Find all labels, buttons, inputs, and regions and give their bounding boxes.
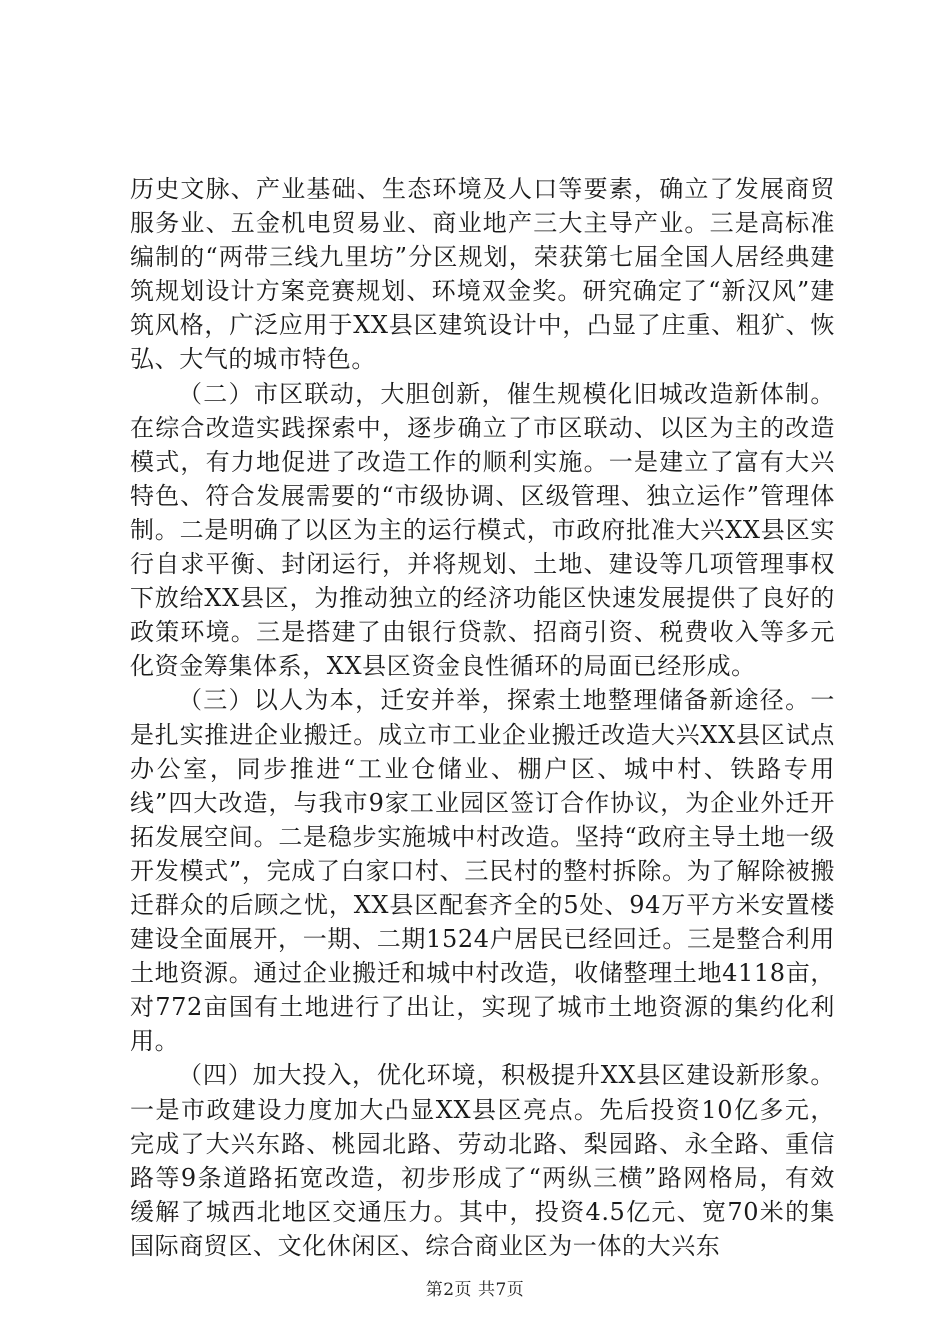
page-number: 第2页 共7页 bbox=[425, 1280, 525, 1300]
paragraph-4: （四）加大投入，优化环境，积极提升XX县区建设新形象。一是市政建设力度加大凸显XX县区亮点。先后投资10亿多元，完成了大兴东路、桃园北路、劳动北路、梨园路、永全路、重信路等9条道路拓宽改造，初步形成了“两纵三横”路网格局，有效缓解了城西北地区交通压力。其中，投资4.5亿元、宽70米的集国际商贸区、文化休闲区、综合商业区为一体的大兴东 bbox=[130, 1061, 835, 1260]
paragraph-3: （三）以人为本，迁安并举，探索土地整理储备新途径。一是扎实推进企业搬迁。成立市工业企业搬迁改造大兴XX县区试点办公室，同步推进“工业仓储业、棚户区、城中村、铁路专用线”四大改造，与我市9家工业园区签订合作协议，为企业外迁开拓发展空间。二是稳步实施城中村改造。坚持“政府主导土地一级开发模式”，完成了白家口村、三民村的整村拆除。为了解除被搬迁群众的后顾之忧，XX县区配套齐全的5处、94万平方米安置楼建设全面展开，一期、二期1524户居民已经回迁。三是整合利用土地资源。通过企业搬迁和城中村改造，收储整理土地4118亩，对772亩国有土地进行了出让，实现了城市土地资源的集约化利用。 bbox=[130, 686, 835, 1056]
body-text bbox=[130, 172, 835, 1263]
paragraph-2: （二）市区联动，大胆创新，催生规模化旧城改造新体制。在综合改造实践探索中，逐步确立了市区联动、以区为主的改造模式，有力地促进了改造工作的顺利实施。一是建立了富有大兴特色、符合发展需要的“市级协调、区级管理、独立运作”管理体制。二是明确了以区为主的运行模式，市政府批准大兴XX县区实行自求平衡、封闭运行，并将规划、土地、建设等几项管理事权下放给XX县区，为推动独立的经济功能区快速发展提供了良好的政策环境。三是搭建了由银行贷款、招商引资、税费收入等多元化资金筹集体系，XX县区资金良性循环的局面已经形成。 bbox=[130, 379, 835, 681]
page-footer bbox=[0, 1275, 950, 1300]
paragraph-1: 历史文脉、产业基础、生态环境及人口等要素，确立了发展商贸服务业、五金机电贸易业、商业地产三大主导产业。三是高标准编制的“两带三线九里坊”分区规划，荣获第七届全国人居经典建筑规划设计方案竞赛规划、环境双金奖。研究确定了“新汉风”建筑风格，广泛应用于XX县区建筑设计中，凸显了庄重、粗犷、恢弘、大气的城市特色。 bbox=[130, 175, 835, 374]
